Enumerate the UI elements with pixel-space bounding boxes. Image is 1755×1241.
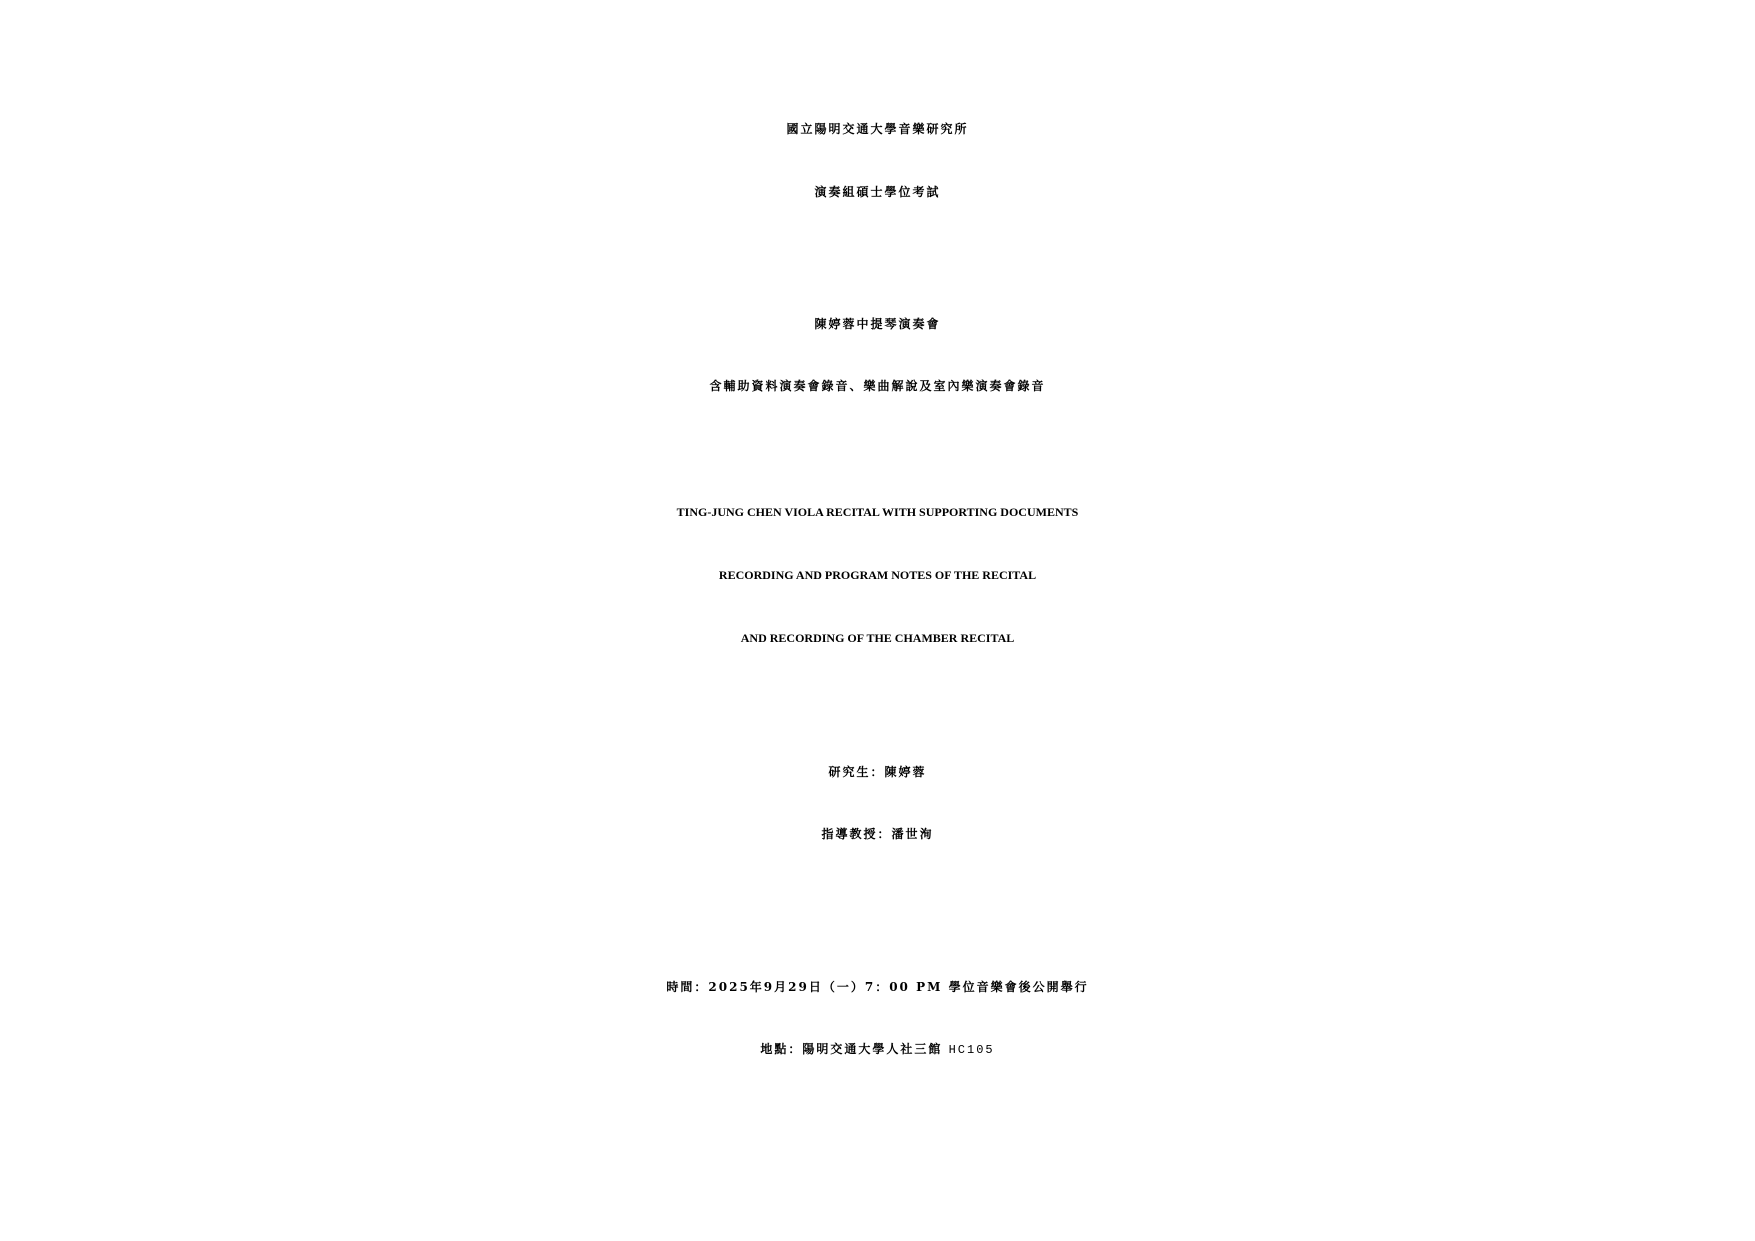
recital-title: 陳婷蓉中提琴演奏會 <box>814 317 941 331</box>
recital-subtitle: 含輔助資料演奏會錄音、樂曲解說及室內樂演奏會錄音 <box>709 379 1046 393</box>
event-location-room: HC105 <box>948 1043 995 1057</box>
event-location <box>0 1040 1755 1057</box>
exam-heading: 演奏組碩士學位考試 <box>814 185 941 199</box>
advisor-name: 指導教授：潘世洵 <box>821 827 934 841</box>
event-location-label: 地點：陽明交通大學人社三館 <box>760 1042 943 1056</box>
english-title-line-1: TING-JUNG CHEN VIOLA RECITAL WITH SUPPORTING DOCUMENTS <box>676 505 1079 519</box>
english-title-line-3: AND RECORDING OF THE CHAMBER RECITAL <box>740 631 1015 645</box>
institute-heading: 國立陽明交通大學音樂研究所 <box>786 122 969 136</box>
event-time: 時間：2025年9月29日（一）7：00 PM 學位音樂會後公開舉行 <box>666 980 1089 994</box>
student-name: 研究生：陳婷蓉 <box>828 765 927 779</box>
english-title-line-2: RECORDING AND PROGRAM NOTES OF THE RECITAL <box>718 568 1037 582</box>
